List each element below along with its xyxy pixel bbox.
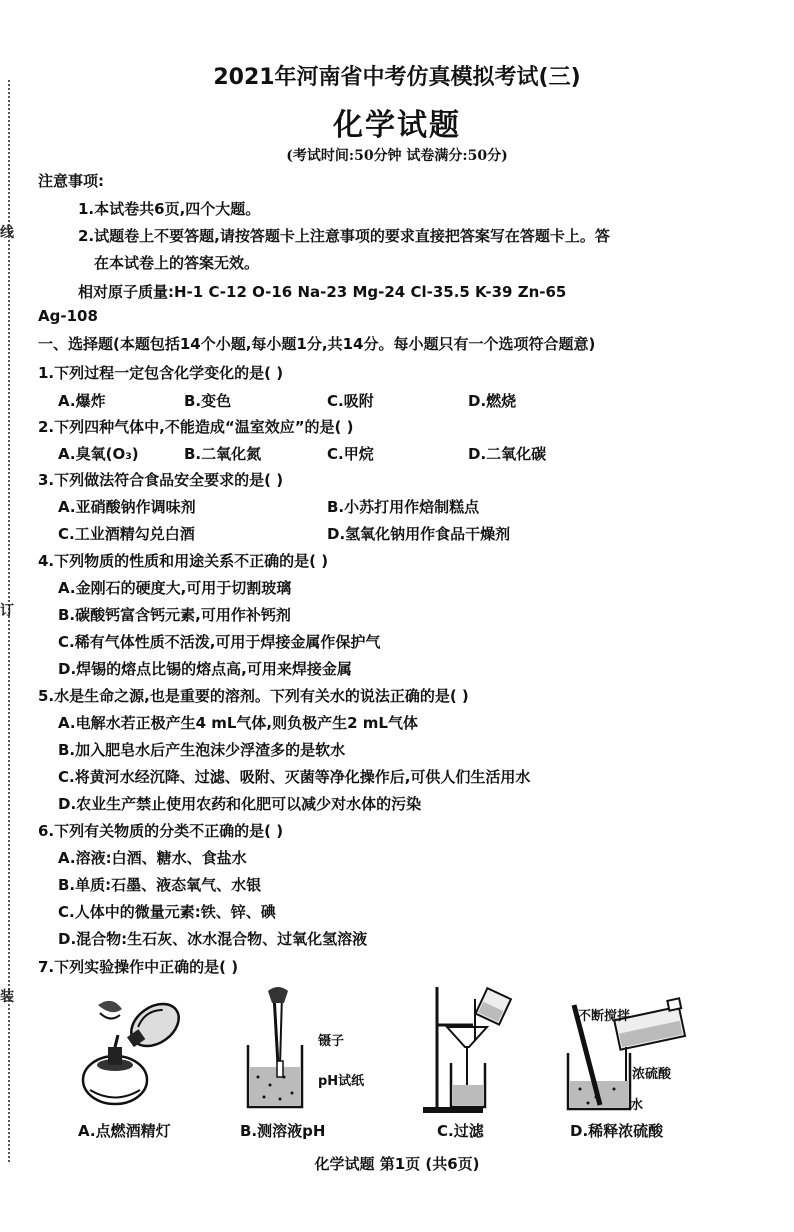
exam-info: (考试时间:50分钟 试卷满分:50分) xyxy=(286,148,508,164)
option: C.工业酒精勾兑白酒 xyxy=(58,525,195,543)
exam-title: 2021年河南省中考仿真模拟考试(三) xyxy=(213,65,581,90)
option: D.混合物:生石灰、冰水混合物、过氧化氢溶液 xyxy=(58,930,368,948)
conc-acid-label: 浓硫酸 xyxy=(632,1067,672,1082)
option: D.焊锡的熔点比锡的熔点高,可用来焊接金属 xyxy=(58,660,352,678)
option: D.燃烧 xyxy=(468,392,517,410)
ph-paper-label: pH试纸 xyxy=(318,1074,365,1089)
option: B.单质:石墨、液态氧气、水银 xyxy=(58,876,262,894)
option: B.二氧化氮 xyxy=(184,445,262,463)
option: A.亚硝酸钠作调味剂 xyxy=(58,498,196,516)
notice-item-cont: 在本试卷上的答案无效。 xyxy=(94,254,260,272)
filtration-figure xyxy=(415,985,515,1115)
subject-title: 化学试题 xyxy=(333,108,461,143)
option: A.爆炸 xyxy=(58,392,106,410)
atomic-masses: 相对原子质量:H-1 C-12 O-16 Na-23 Mg-24 Cl-35.5 K-39 Zn-65 xyxy=(78,283,567,301)
water-label: 水 xyxy=(630,1098,644,1113)
question-stem: 5.水是生命之源,也是重要的溶剂。下列有关水的说法正确的是( ) xyxy=(38,687,469,705)
option: B.变色 xyxy=(184,392,232,410)
ph-test-figure xyxy=(240,985,320,1115)
notice-item: 1.本试卷共6页,四个大题。 xyxy=(78,200,261,218)
option: A.臭氧(O₃) xyxy=(58,445,139,463)
option: A.溶液:白酒、糖水、食盐水 xyxy=(58,849,247,867)
page-footer: 化学试题 第1页 (共6页) xyxy=(314,1155,480,1173)
alcohol-lamp-figure xyxy=(70,985,200,1115)
figure-caption: D.稀释浓硫酸 xyxy=(570,1122,664,1140)
question-stem: 4.下列物质的性质和用途关系不正确的是( ) xyxy=(38,552,329,570)
notice-item: 2.试题卷上不要答题,请按答题卡上注意事项的要求直接把答案写在答题卡上。答 xyxy=(78,227,610,245)
option: B.碳酸钙富含钙元素,可用作补钙剂 xyxy=(58,606,291,624)
question-stem: 7.下列实验操作中正确的是( ) xyxy=(38,958,239,976)
option: C.稀有气体性质不活泼,可用于焊接金属作保护气 xyxy=(58,633,381,651)
option: C.将黄河水经沉降、过滤、吸附、灭菌等净化操作后,可供人们生活用水 xyxy=(58,768,531,786)
option: C.人体中的微量元素:铁、锌、碘 xyxy=(58,903,276,921)
option: A.电解水若正极产生4 mL气体,则负极产生2 mL气体 xyxy=(58,714,418,732)
figure-caption: A.点燃酒精灯 xyxy=(78,1122,171,1140)
figure-caption: B.测溶液pH xyxy=(240,1122,326,1140)
question-stem: 6.下列有关物质的分类不正确的是( ) xyxy=(38,822,284,840)
option: D.氢氧化钠用作食品干燥剂 xyxy=(327,525,511,543)
notice-heading: 注意事项: xyxy=(38,172,104,190)
option: B.小苏打用作焙制糕点 xyxy=(327,498,480,516)
option: D.农业生产禁止使用农药和化肥可以减少对水体的污染 xyxy=(58,795,422,813)
option: C.甲烷 xyxy=(327,445,374,463)
question-stem: 1.下列过程一定包含化学变化的是( ) xyxy=(38,364,284,382)
margin-mark: 线 xyxy=(0,225,14,241)
atomic-masses-cont: Ag-108 xyxy=(38,307,98,325)
margin-mark: 装 xyxy=(0,989,14,1005)
option: C.吸附 xyxy=(327,392,374,410)
section-heading: 一、选择题(本题包括14个小题,每小题1分,共14分。每小题只有一个选项符合题意) xyxy=(38,335,596,353)
question-stem: 2.下列四种气体中,不能造成“温室效应”的是( ) xyxy=(38,418,354,436)
tweezers-label: 镊子 xyxy=(318,1034,345,1049)
question-stem: 3.下列做法符合食品安全要求的是( ) xyxy=(38,471,284,489)
stir-label: 不断搅拌 xyxy=(578,1009,631,1024)
figure-caption: C.过滤 xyxy=(437,1122,484,1140)
option: B.加入肥皂水后产生泡沫少浮渣多的是软水 xyxy=(58,741,346,759)
option: D.二氧化碳 xyxy=(468,445,547,463)
option: A.金刚石的硬度大,可用于切割玻璃 xyxy=(58,579,292,597)
margin-mark: 订 xyxy=(0,603,14,619)
